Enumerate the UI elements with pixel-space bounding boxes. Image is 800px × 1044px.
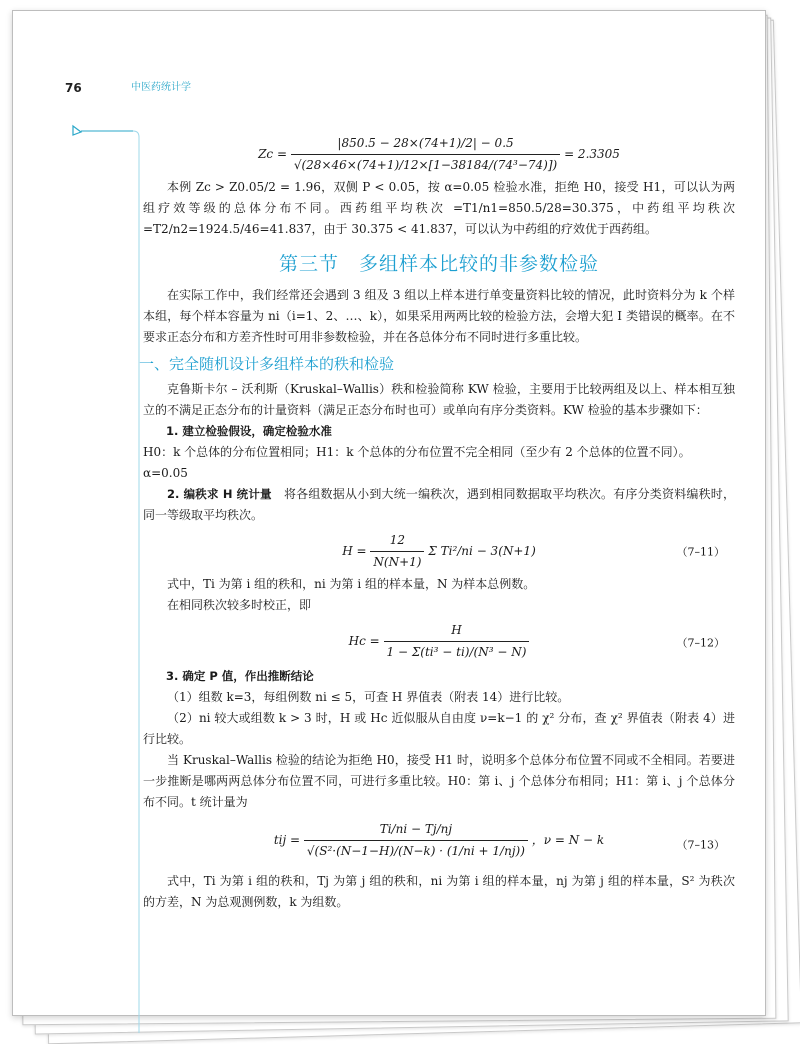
formula-hc-numerator: H [384, 620, 530, 642]
paragraph-intro: 在实际工作中，我们经常还会遇到 3 组及 3 组以上样本进行单变量资料比较的情况，此时资料分为 k 个样本组，每个样本容量为 ni（i=1、2、…、k），如果采用两两比较的检验方法，会增大犯 Ⅰ 类错误的概率。在不要求正态分布和方差齐性时可用非参数检验，并在各总体分布不同时进行多重比较。 [143, 288, 735, 344]
section-title: 第三节 多组样本比较的非参数检验 [278, 253, 599, 275]
formula-h-sum: Σ Ti²/ni [428, 544, 473, 558]
step3-title: 3. 确定 P 值，作出推断结论 [166, 669, 314, 683]
formula-t-numerator: Ti/ni − Tj/nj [304, 819, 528, 841]
paragraph-where-1: 式中，Ti 为第 i 组的秩和，ni 为第 i 组的样本量，N 为样本总例数。 [167, 577, 536, 591]
step1-title: 1. 建立检验假设，确定检验水准 [166, 424, 332, 438]
step3-item-2: （2）ni 较大或组数 k > 3 时，H 或 Hc 近似服从自由度 ν=k−1 的 χ² 分布，查 χ² 界值表（附表 4）进行比较。 [143, 711, 735, 746]
formula-hc-lhs: Hc = [348, 634, 380, 648]
step1-hypothesis: H0：k 个总体的分布位置相同；H1：k 个总体的分布位置不完全相同（至少有 2 个总体的位置不同）。 [143, 445, 691, 459]
formula-zc-denominator: √(28×46×(74+1)/12×[1−38184/(74³−74)]) [293, 158, 558, 172]
page-header [65, 77, 191, 96]
step3-item-1: （1）组数 k=3，每组例数 ni ≤ 5，可查 H 界值表（附表 14）进行比较。 [167, 690, 570, 704]
book-title: 中医药统计学 [131, 82, 191, 93]
formula-h [143, 530, 735, 574]
formula-t-tail: ，ν = N − k [531, 833, 605, 847]
formula-h-fraction [370, 530, 424, 573]
formula-zc-numerator: |850.5 − 28×(74+1)/2| − 0.5 [291, 133, 560, 155]
paragraph-multiple-comparison: 当 Kruskal–Wallis 检验的结论为拒绝 H0，接受 H1 时，说明多个总体分布位置不同或不全相同。若要进一步推断是哪两两总体分布位置不同，可进行多重比较。H0：第 i、j 个总体分布相同；H1：第 i、j 个总体分布不同。t 统计量为 [143, 753, 735, 809]
formula-t [143, 819, 735, 871]
formula-t-lhs: tij = [273, 833, 301, 847]
formula-hc-denominator: 1 − Σ(ti³ − ti)/(N³ − N) [386, 645, 527, 659]
formula-t-fraction [304, 819, 528, 862]
formula-zc-lhs: Zc = [258, 147, 288, 161]
formula-zc-rhs: = 2.3305 [564, 147, 620, 161]
margin-decoration-icon [69, 123, 149, 1043]
equation-number-7-11: （7–11） [676, 545, 725, 559]
formula-hc [143, 620, 735, 666]
equation-number-7-13: （7–13） [676, 838, 725, 852]
paragraph-correction: 在相同秩次较多时校正，即 [167, 598, 312, 612]
equation-number-7-12: （7–12） [676, 636, 725, 650]
paragraph-example-result: 本例 Zc > Z0.05/2 = 1.96，双侧 P < 0.05，按 α=0.05 检验水准，拒绝 H0，接受 H1，可以认为两组疗效等级的总体分布不同。西药组平均秩次 =T1/n1=850.5/28=30.375，中药组平均秩次 =T2/n2=1924.5/46=41.837，由于 30.375 < 41.837，可以认为中药组的疗效优于西药组。 [143, 180, 735, 236]
formula-zc-fraction [291, 133, 560, 176]
page-content [139, 133, 735, 913]
step2-text: 将各组数据从小到大统一编秩次，遇到相同数据取平均秩次。有序分类资料编秩时，同一等级取平均秩次。 [143, 487, 735, 522]
formula-hc-fraction [384, 620, 530, 663]
formula-h-denominator: N(N+1) [373, 555, 422, 569]
page-number: 76 [65, 81, 82, 95]
formula-h-lhs: H = [342, 544, 367, 558]
step2-title: 2. 编秩求 H 统计量 [167, 487, 272, 501]
formula-zc [143, 133, 735, 177]
paragraph-kruskal-wallis: 克鲁斯卡尔 – 沃利斯（Kruskal–Wallis）秩和检验简称 KW 检验，主要用于比较两组及以上、样本相互独立的不满足正态分布的计量资料（满足正态分布时也可）或单向有序分类资料。KW 检验的基本步骤如下： [143, 382, 735, 417]
step1-alpha: α=0.05 [143, 466, 188, 480]
book-page [12, 10, 766, 1016]
subsection-title: 一、完全随机设计多组样本的秩和检验 [139, 355, 395, 373]
formula-h-numerator: 12 [370, 530, 424, 552]
formula-t-denominator: √(S²·(N−1−H)/(N−k) · (1/ni + 1/nj)) [306, 844, 525, 858]
formula-h-tail: − 3(N+1) [476, 544, 536, 558]
paragraph-where-2: 式中，Ti 为第 i 组的秩和，Tj 为第 j 组的秩和，ni 为第 i 组的样本量，nj 为第 j 组的样本量，S² 为秩次的方差，N 为总观测例数，k 为组数。 [143, 874, 735, 909]
